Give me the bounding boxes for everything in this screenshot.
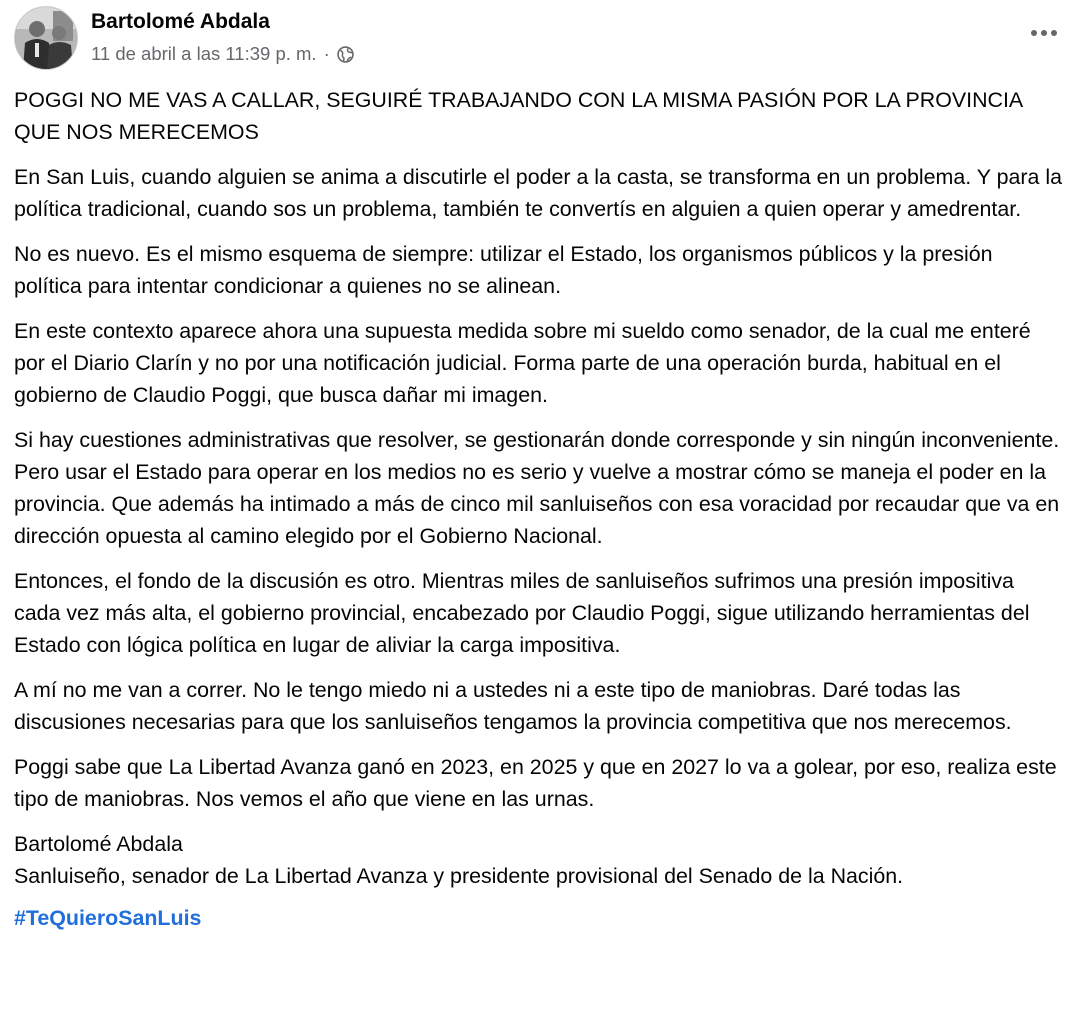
post-paragraph: A mí no me van a correr. No le tengo miedo ni a ustedes ni a este tipo de maniobras. Daré todas las discusiones necesarias para que los sanluiseños tengamos la provincia competitiva que nos merecemos. [14, 678, 1012, 734]
post-paragraph: Si hay cuestiones administrativas que resolver, se gestionarán donde corresponde y sin ningún inconveniente. Pero usar el Estado para operar en los medios no es serio y vuelve a mostrar cómo se maneja el poder en la provincia. Que además ha intimado a más de cinco mil sanluiseños con esa voracidad por recaudar que va en dirección opuesta al camino elegido por el Gobierno Nacional. [14, 428, 1060, 548]
globe-icon[interactable] [337, 46, 354, 63]
post-paragraph: Poggi sabe que La Libertad Avanza ganó en 2023, en 2025 y que en 2027 lo va a golear, por eso, realiza este tipo de maniobras. Nos vemos el año que viene en las urnas. [14, 755, 1057, 811]
post-headline: POGGI NO ME VAS A CALLAR, SEGUIRÉ TRABAJANDO CON LA MISMA PASIÓN POR LA PROVINCIA QUE NOS MERECEMOS [14, 88, 1023, 144]
post-timestamp[interactable]: 11 de abril a las 11:39 p. m. [91, 43, 317, 64]
signature-title: Sanluiseño, senador de La Libertad Avanza y presidente provisional del Senado de la Nación. [14, 864, 904, 888]
post-header [14, 6, 1064, 70]
post-paragraph: No es nuevo. Es el mismo esquema de siempre: utilizar el Estado, los organismos públicos y la presión política para intentar condicionar a quienes no se alinean. [14, 242, 993, 298]
meta-separator: · [323, 43, 330, 64]
post-meta [91, 43, 354, 65]
signature-name: Bartolomé Abdala [14, 832, 183, 856]
hashtag-link[interactable]: #TeQuieroSanLuis [14, 906, 202, 930]
avatar-photo [15, 7, 77, 69]
post-paragraph: En este contexto aparece ahora una supuesta medida sobre mi sueldo como senador, de la cual me enteré por el Diario Clarín y no por una notificación judicial. Forma parte de una operación burda, habitual en el gobierno de Claudio Poggi, que busca dañar mi imagen. [14, 319, 1031, 407]
post-paragraph: En San Luis, cuando alguien se anima a discutirle el poder a la casta, se transforma en un problema. Y para la política tradicional, cuando sos un problema, también te convertís en alguien a quien operar y amedrentar. [14, 165, 1062, 221]
post-signature [14, 828, 1064, 892]
avatar[interactable] [14, 6, 78, 70]
author-name[interactable]: Bartolomé Abdala [91, 10, 270, 33]
more-horizontal-icon[interactable] [1024, 18, 1064, 48]
post-paragraph: Entonces, el fondo de la discusión es otro. Mientras miles de sanluiseños sufrimos una presión impositiva cada vez más alta, el gobierno provincial, encabezado por Claudio Poggi, sigue utilizando herramientas del Estado con lógica política en lugar de aliviar la carga impositiva. [14, 569, 1030, 657]
post-body [14, 84, 1064, 934]
